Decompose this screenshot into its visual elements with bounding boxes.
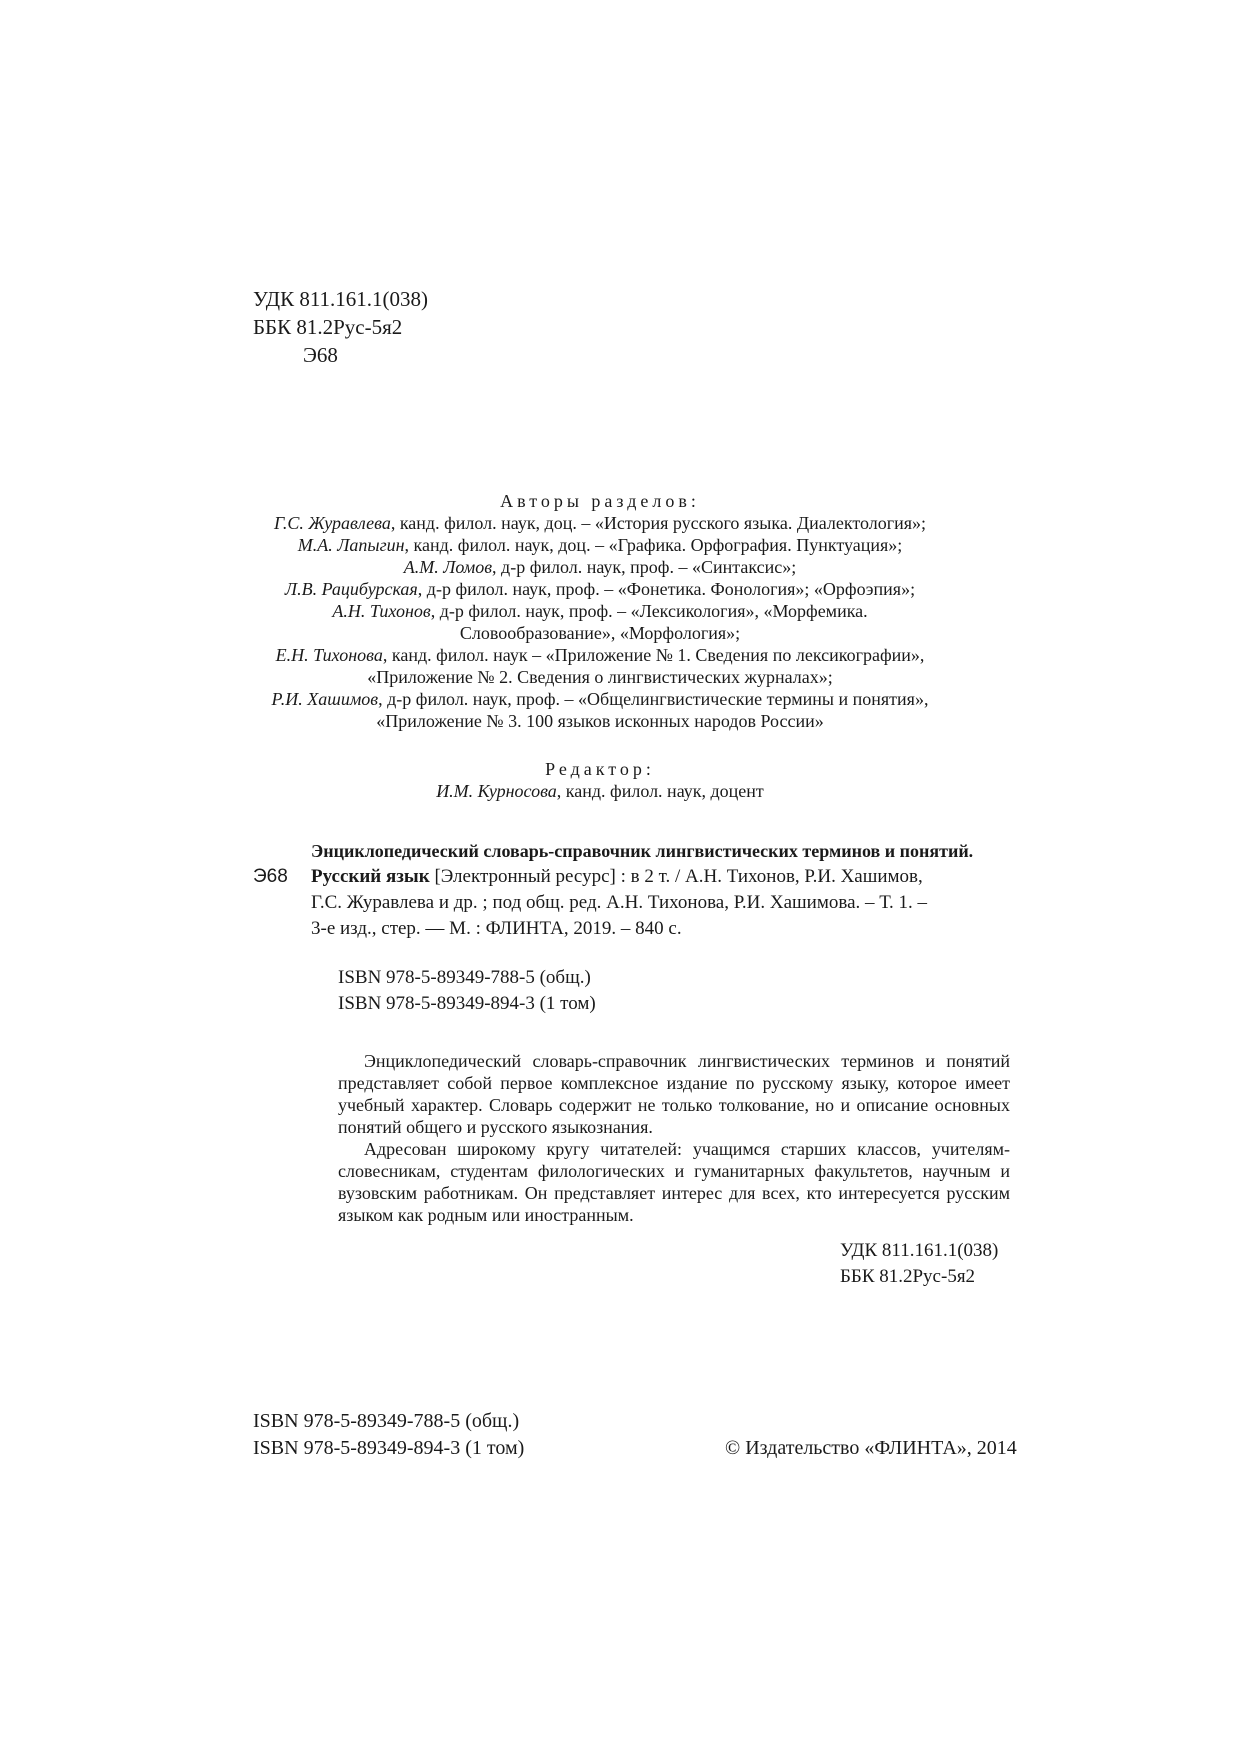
isbn-block-record bbox=[338, 965, 596, 1017]
author-line bbox=[220, 666, 980, 688]
author-line bbox=[220, 534, 980, 556]
biblio-row bbox=[253, 864, 1013, 942]
editor-details: , канд. филол. наук, доцент bbox=[556, 781, 764, 801]
author-name: А.Н. Тихонов bbox=[332, 601, 431, 621]
section-authors bbox=[220, 490, 980, 732]
author-details: «Приложение № 2. Сведения о лингвистических журналах»; bbox=[367, 667, 833, 687]
author-sign-margin: Э68 bbox=[253, 866, 288, 887]
book-subtitle: Русский язык bbox=[311, 866, 430, 887]
biblio-line-1 bbox=[311, 864, 1013, 890]
author-line bbox=[220, 600, 980, 622]
biblio-line-3: 3-е изд., стер. — М. : ФЛИНТА, 2019. – 840 с. bbox=[311, 918, 682, 939]
author-line bbox=[220, 710, 980, 732]
author-line bbox=[220, 688, 980, 710]
author-line bbox=[220, 512, 980, 534]
author-name: Г.С. Журавлева bbox=[273, 513, 391, 533]
author-details: , д-р филол. наук, проф. – «Лексикология», «Морфемика. bbox=[430, 601, 868, 621]
copyright-notice: © Издательство «ФЛИНТА», 2014 bbox=[725, 1437, 1017, 1459]
author-line bbox=[220, 644, 980, 666]
author-details: , д-р филол. наук, проф. – «Фонетика. Фонология»; «Орфоэпия»; bbox=[417, 579, 916, 599]
editor-name: И.М. Курносова bbox=[436, 781, 557, 801]
book-title: Энциклопедический словарь-справочник лингвистических терминов и понятий. bbox=[311, 841, 974, 861]
editor-line bbox=[220, 780, 980, 802]
author-details: Словообразование», «Морфология»; bbox=[459, 623, 741, 643]
author-details: , канд. филол. наук – «Приложение № 1. Сведения по лексикографии», bbox=[382, 645, 925, 665]
author-sign: Э68 bbox=[303, 343, 338, 367]
annotation bbox=[338, 1050, 1010, 1226]
annotation-paragraph-1: Энциклопедический словарь-справочник лингвистических терминов и понятий представляет собой первое комплексное издание по русскому языку, которое имеет учебный характер. Словарь содержит не только толкование, но и описание основных понятий общего и русского языкознания. bbox=[338, 1051, 1010, 1137]
author-details: , д-р филол. наук, проф. – «Синтаксис»; bbox=[492, 557, 797, 577]
biblio-line-1-rest: [Электронный ресурс] : в 2 т. / А.Н. Тихонов, Р.И. Хашимов, bbox=[429, 866, 923, 887]
author-name: А.М. Ломов bbox=[403, 557, 493, 577]
author-name: Л.В. Рацибурская bbox=[284, 579, 418, 599]
annotation-codes bbox=[840, 1238, 998, 1290]
annotation-udk: УДК 811.161.1(038) bbox=[840, 1240, 999, 1261]
author-details: , д-р филол. наук, проф. – «Общелингвистические термины и понятия», bbox=[378, 689, 929, 709]
annotation-bbk: ББК 81.2Рус-5я2 bbox=[840, 1266, 976, 1287]
biblio-line-2: Г.С. Журавлева и др. ; под общ. ред. А.Н. Тихонова, Р.И. Хашимова. – Т. 1. – bbox=[311, 892, 927, 913]
isbn-general: ISBN 978-5-89349-788-5 (общ.) bbox=[338, 967, 591, 988]
isbn-volume-bottom: ISBN 978-5-89349-894-3 (1 том) bbox=[253, 1437, 525, 1459]
author-name: Р.И. Хашимов bbox=[271, 689, 379, 709]
udk-code: УДК 811.161.1(038) bbox=[253, 287, 429, 311]
author-line bbox=[220, 578, 980, 600]
annotation-paragraph-2: Адресован широкому кругу читателей: учащимся старших классов, учителям-словесникам, студентам филологических и гуманитарных факультетов, научным и вузовским работникам. Он представляет интерес для всех, кто интересуется русским языком как родным или иностранным. bbox=[338, 1139, 1010, 1225]
author-line bbox=[220, 556, 980, 578]
editor-block bbox=[220, 758, 980, 802]
bibliographic-record bbox=[253, 838, 1013, 942]
author-details: «Приложение № 3. 100 языков исконных народов России» bbox=[376, 711, 824, 731]
isbn-block-bottom bbox=[253, 1408, 524, 1462]
authors-heading: Авторы разделов: bbox=[500, 491, 700, 511]
bbk-code: ББК 81.2Рус-5я2 bbox=[253, 315, 403, 339]
classification-block bbox=[253, 285, 428, 369]
author-details: , канд. филол. наук, доц. – «Графика. Орфография. Пунктуация»; bbox=[404, 535, 903, 555]
isbn-volume: ISBN 978-5-89349-894-3 (1 том) bbox=[338, 993, 596, 1014]
author-details: , канд. филол. наук, доц. – «История русского языка. Диалектология»; bbox=[390, 513, 927, 533]
author-line bbox=[220, 622, 980, 644]
author-name: Е.Н. Тихонова bbox=[275, 645, 383, 665]
editor-heading: Редактор: bbox=[545, 759, 655, 779]
isbn-general-bottom: ISBN 978-5-89349-788-5 (общ.) bbox=[253, 1410, 520, 1432]
author-name: М.А. Лапыгин bbox=[297, 535, 405, 555]
biblio-body bbox=[311, 864, 1013, 942]
